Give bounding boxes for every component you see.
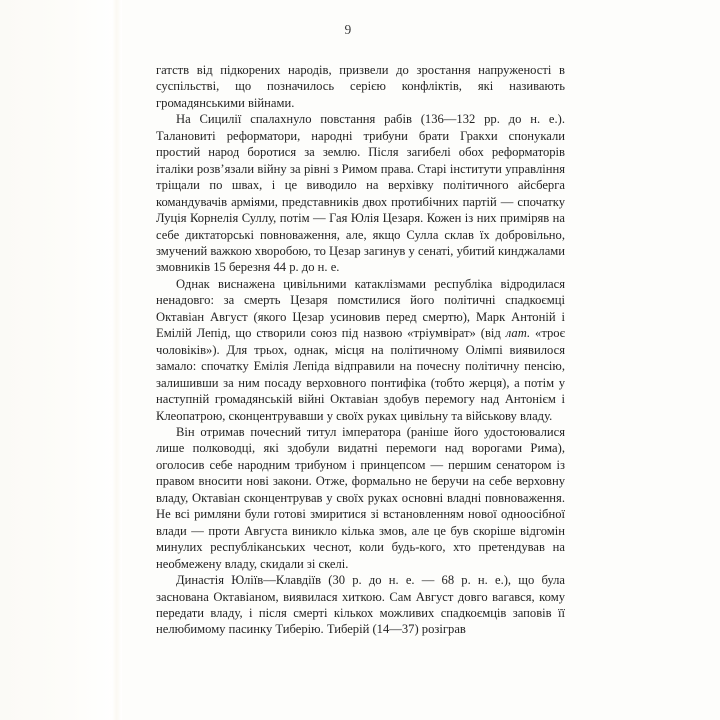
latin-abbreviation-italic: лат. bbox=[505, 326, 531, 341]
scan-gutter-shading bbox=[0, 0, 118, 720]
page-number-header bbox=[0, 22, 720, 38]
paragraph-continued: гатств від підкорених народів, призвели до зростання напруженості в суспільстві, що позначилось серією конфліктів, які називають громадянськими війнами. bbox=[156, 63, 565, 110]
paragraph-sicily-gracchi: На Сицилії спалахнуло повстання рабів (136—132 рр. до н. е.). Талановиті реформатори, народні трибуни брати Гракхи спонукали простий народ боротися за землю. Після загибелі обох реформаторів італіки розв’язали війну за рівні з Римом права. Старі інститути управління тріщали по швах, і це виводило на верхівку політичного айсберга командувачів арміями, представників двох протибічних партій — спочатку Луція Корнелія Суллу, потім — Гая Юлія Цезаря. Кожен із них приміряв на себе диктаторські повноваження, але, якщо Сулла склав їх добровільно, змучений важкою хворобою, то Цезар загинув у сенаті, убитий кинджалами змовників 15 березня 44 р. до н. е. bbox=[156, 112, 565, 275]
page-number: 9 bbox=[344, 22, 352, 37]
triumvirate-text-part-1: Однак виснажена цивільними катаклізмами республіка відродилася ненадовго: за смерть Цезаря помстилися його політичні спадкоємці Октавіан Август (якого Цезар усиновив перед смертю), Марк Антоній і Емілій Лепід, що створили союз під назвою «тріумвірат» (від bbox=[156, 276, 565, 341]
paragraph-julio-claudian: Династія Юліїв—Клавдіїв (30 р. до н. е. — 68 р. н. е.), що була заснована Октавіаном, виявилася хиткою. Сам Август довго вагався, кому передати владу, і після смерті кількох можливих спадкоємців заповів її нелюбимому пасинку Тиберію. Тиберій (14—37) розіграв bbox=[156, 573, 565, 637]
triumvirate-text-part-2: «троє чоловіків»). Для трьох, однак, місця на політичному Олімпі виявилося замало: спочатку Емілія Лепіда відправили на почесну політичну пенсію, залишивши за ним посаду верховного понтифіка (тобто жерця), а потім у наступній громадянській війні Октавіан здобув перемогу над Антонієм і Клеопатрою, сконцентрувавши у своїх руках цивільну та військову владу. bbox=[156, 326, 566, 423]
body-text-block bbox=[156, 62, 565, 638]
paragraph-imperator-title: Він отримав почесний титул імператора (раніше його удостоювалися лише полководці, які здобули видатні перемоги над ворогами Рима), оголосив себе народним трибуном і принцепсом — першим сенатором із правом вносити нові закони. Отже, формально не беручи на себе верховну владу, Октавіан сконцентрував у своїх руках основні владні повноваження. Не всі римляни були готові змиритися зі встановленням нової одноосібної влади — проти Августа виникло кілька змов, але це був скоріше відгомін минулих республіканських чеснот, коли будь-кого, хто претендував на необмежену владу, скидали зі скелі. bbox=[156, 424, 565, 571]
paragraph-triumvirate bbox=[156, 276, 565, 424]
scan-fold-line bbox=[112, 0, 122, 720]
